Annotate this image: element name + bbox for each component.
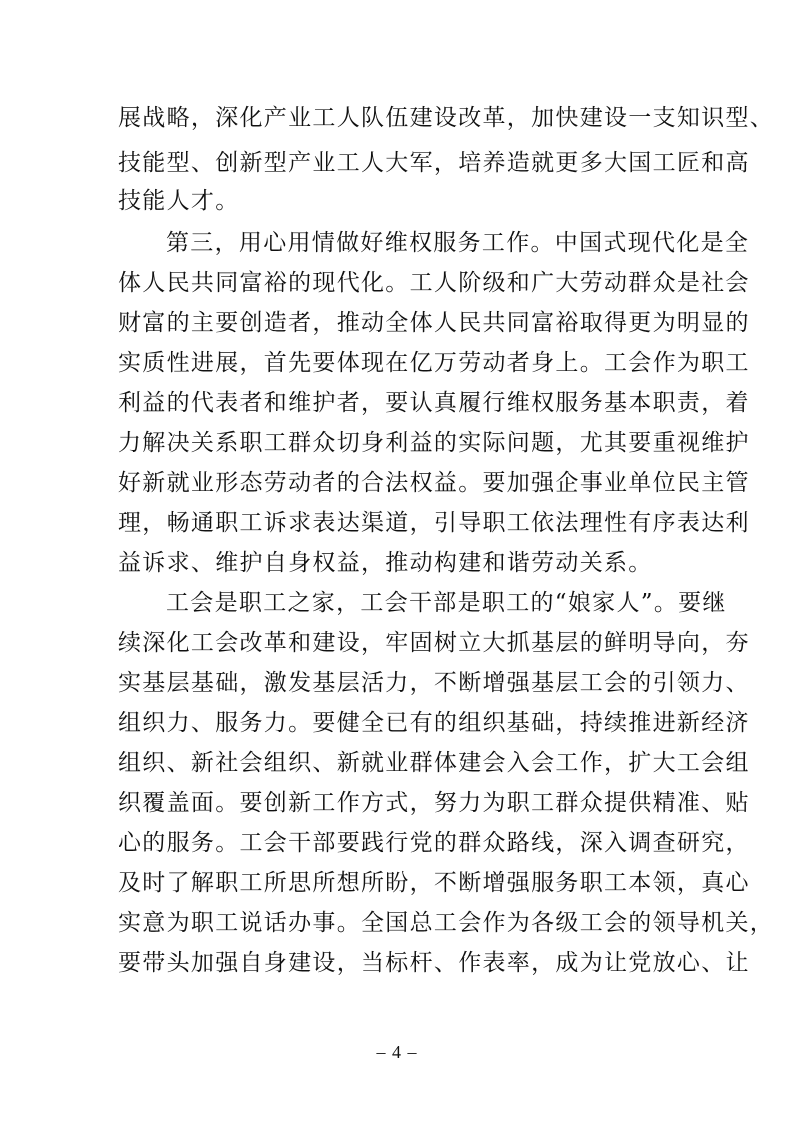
- paragraph-line: 要带头加强自身建设，当标杆、作表率，成为让党放心、让: [118, 950, 750, 976]
- paragraph-line: 实基层基础，激发基层活力，不断增强基层工会的引领力、: [118, 670, 750, 696]
- paragraph-line: 组织力、服务力。要健全已有的组织基础，持续推进新经济: [118, 710, 750, 736]
- paragraph-line: 心的服务。工会干部要践行党的群众路线，深入调查研究，: [118, 830, 750, 856]
- paragraph-line: 财富的主要创造者，推动全体人民共同富裕取得更为明显的: [118, 310, 750, 336]
- paragraph-line: 实意为职工说话办事。全国总工会作为各级工会的领导机关，: [118, 910, 775, 936]
- paragraph-line: 工会是职工之家，工会干部是职工的“娘家人”。要继: [166, 590, 727, 616]
- paragraph-line: 好新就业形态劳动者的合法权益。要加强企事业单位民主管: [118, 470, 750, 496]
- paragraph-line: 组织、新社会组织、新就业群体建会入会工作，扩大工会组: [118, 750, 750, 776]
- paragraph-line: 益诉求、维护自身权益，推动构建和谐劳动关系。: [118, 550, 653, 576]
- page-number: – 4 –: [376, 1042, 418, 1062]
- paragraph-line: 续深化工会改革和建设，牢固树立大抓基层的鲜明导向，夯: [118, 630, 750, 656]
- paragraph-line: 利益的代表者和维护者，要认真履行维权服务基本职责，着: [118, 390, 750, 416]
- paragraph-line: 实质性进展，首先要体现在亿万劳动者身上。工会作为职工: [118, 350, 750, 376]
- paragraph-line: 技能型、创新型产业工人大军，培养造就更多大国工匠和高: [118, 150, 750, 176]
- paragraph-line: 及时了解职工所思所想所盼，不断增强服务职工本领，真心: [118, 870, 750, 896]
- paragraph-line: 力解决关系职工群众切身利益的实际问题，尤其要重视维护: [118, 430, 750, 456]
- paragraph-line: 体人民共同富裕的现代化。工人阶级和广大劳动群众是社会: [118, 270, 750, 296]
- paragraph-line: 理，畅通职工诉求表达渠道，引导职工依法理性有序表达利: [118, 510, 750, 536]
- paragraph-line: 展战略，深化产业工人队伍建设改革，加快建设一支知识型、: [118, 105, 775, 131]
- paragraph-line: 第三，用心用情做好维权服务工作。中国式现代化是全: [166, 230, 750, 256]
- paragraph-line: 技能人才。: [118, 188, 240, 214]
- paragraph-line: 织覆盖面。要创新工作方式，努力为职工群众提供精准、贴: [118, 790, 750, 816]
